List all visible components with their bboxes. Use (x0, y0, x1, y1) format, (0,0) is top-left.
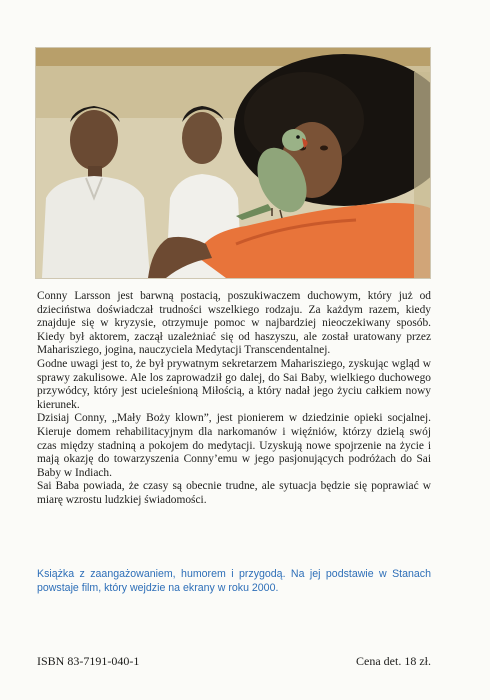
blurb-paragraph-4: Sai Baba powiada, że czasy są obecnie trudne, ale sytuacja będzie się poprawiać w miarę wzrostu ludzkiej świadomości. (37, 480, 431, 506)
blurb-text (37, 290, 431, 508)
isbn: ISBN 83-7191-040-1 (37, 654, 140, 668)
blurb-paragraph-3: Dzisiaj Conny, „Mały Boży klown”, jest pionierem w dziedzinie opieki socjalnej. Kieruje domem rehabilitacyjnym dla narkomanów i więźniów, którzy dzielą swój czas między stadniną a pokojem do medytacji. Uzyskują nowe spojrzenie na życie i mają okazję do towarzyszenia Conny’emu w jego pasjonujących podróżach do Sai Baby w Indiach. (37, 412, 431, 479)
price: Cena det. 18 zł. (356, 654, 431, 668)
blurb-paragraph-1: Conny Larsson jest barwną postacią, poszukiwaczem duchowym, który już od dzieciństwa doświadczał trudności wszelkiego rodzaju. Za każdym razem, kiedy znajduje się w kryzysie, otrzymuje pomoc w najbardziej nieoczekiwany sposób. Kiedy był aktorem, zaczął uzależniać się od haszyszu, ale został uratowany przez Maharisziego, jogina, nauczyciela Medytacji Transcendentalnej. (37, 290, 431, 357)
footer (37, 654, 431, 669)
blurb-paragraph-2: Godne uwagi jest to, że był prywatnym sekretarzem Maharisziego, zyskując wgląd w sprawy zakulisowe. Ale los zaprowadził go dalej, do Sai Baby, wielkiego duchowego przywódcy, który jest ucieleśnioną Miłością, a który nadał jego życiu całkiem nowy kierunek. (37, 357, 431, 411)
tagline: Książka z zaangażowaniem, humorem i przygodą. Na jej podstawie w Stanach powstaje film, który wejdzie na ekrany w roku 2000. (37, 568, 431, 594)
cover-photo (36, 48, 430, 278)
cover-photo-illustration (36, 48, 430, 278)
